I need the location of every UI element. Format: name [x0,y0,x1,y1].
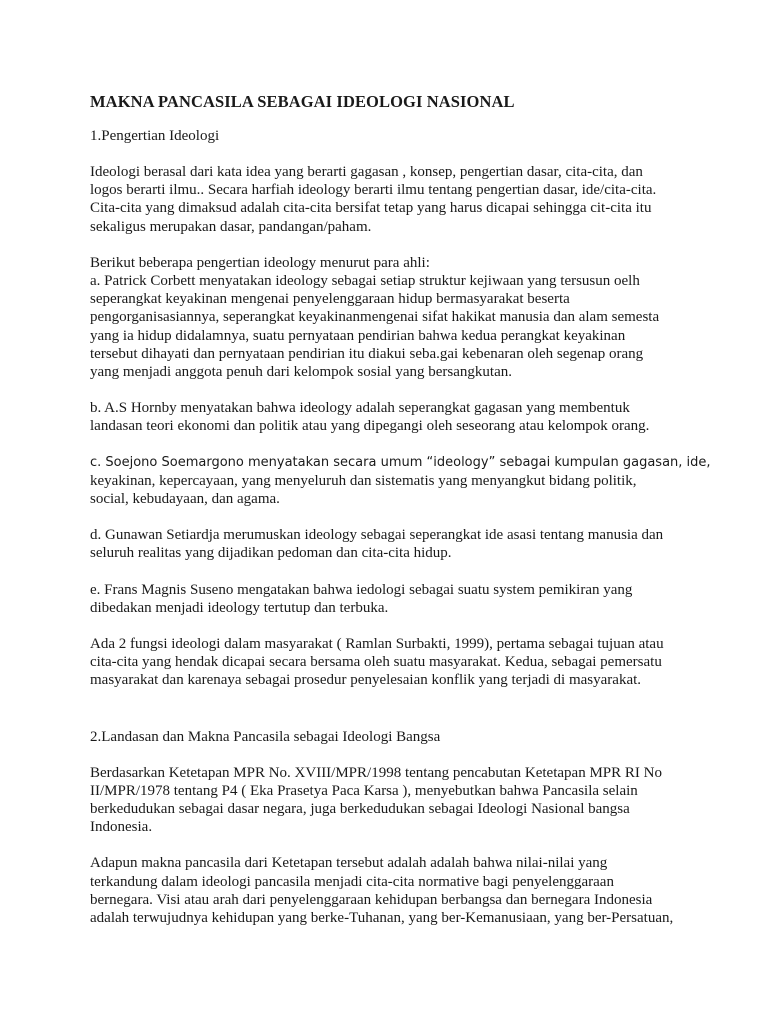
text-line: e. Frans Magnis Suseno mengatakan bahwa iedologi sebagai suatu system pemikiran yang [90,581,633,598]
text-line: Adapun makna pancasila dari Ketetapan tersebut adalah adalah bahwa nilai-nilai yang [90,855,608,872]
text-line: yang menjadi anggota penuh dari kelompok sosial yang bersangkutan. [90,364,512,381]
text-line: seluruh realitas yang dijadikan pedoman dan cita-cita hidup. [90,545,452,562]
text-line: Ideologi berasal dari kata idea yang berarti gagasan , konsep, pengertian dasar, cita-cita, dan [90,164,643,180]
text-line: adalah terwujudnya kehidupan yang berke-Tuhanan, yang ber-Kemanusiaan, yang ber-Persatuan, [90,910,674,927]
text-line: social, kebudayaan, dan agama. [90,491,280,508]
paragraph-expert-d [90,526,728,562]
paragraph-expert-a [90,254,728,381]
paragraph-expert-b [90,399,728,435]
text-line-sans: c. Soejono Soemargono menyatakan secara umum “ideology” sebagai kumpulan gagasan, ide, [90,454,711,470]
text-line: keyakinan, kepercayaan, yang menyeluruh dan sistematis yang menyangkut bidang politik, [90,472,637,489]
text-line: terkandung dalam ideologi pancasila menjadi cita-cita normative bagi penyelenggaraan [90,873,614,890]
text-line: II/MPR/1978 tentang P4 ( Eka Prasetya Paca Karsa ), menyebutkan bahwa Pancasila selain [90,782,638,799]
text-line: sekaligus merupakan dasar, pandangan/paham. [90,218,372,235]
text-line: bernegara. Visi atau arah dari penyelenggaraan kehidupan berbangsa dan bernegara Indonesia [90,891,653,908]
text-line: tersebut dihayati dan pernyataan pendirian itu diakui seba.gai kebenaran oleh segenap orang [90,345,644,362]
paragraph-meaning [90,854,728,927]
text-line: dibedakan menjadi ideology tertutup dan terbuka. [90,599,389,616]
text-line: Cita-cita yang dimaksud adalah cita-cita bersifat tetap yang harus dicapai sehingga cit-cita itu [90,200,652,217]
text-line: yang ia hidup didalamnya, suatu pernyataan pendirian bahwa kedua perangkat keyakinan [90,327,626,344]
text-line: logos berarti ilmu.. Secara harfiah ideology berarti ilmu tentang pengertian dasar, ide/cita-cita. [90,182,657,199]
paragraph-mpr-decree [90,764,728,837]
text-line: Berikut beberapa pengertian ideology menurut para ahli: [90,254,430,271]
text-line: a. Patrick Corbett menyatakan ideology sebagai setiap struktur kejiwaan yang tersusun oelh [90,273,640,290]
section-heading-1: 1.Pengertian Ideologi [90,128,220,144]
text-line: landasan teori ekonomi dan politik atau yang dipegangi oleh seseorang atau kelompok orang. [90,418,650,435]
text-line: cita-cita yang hendak dicapai secara bersama oleh suatu masyarakat. Kedua, sebagai pemersatu [90,654,662,671]
paragraph-definition [90,163,728,236]
document-title: MAKNA PANCASILA SEBAGAI IDEOLOGI NASIONAL [90,92,515,111]
text-line: Ada 2 fungsi ideologi dalam masyarakat ( Ramlan Surbakti, 1999), pertama sebagai tujuan atau [90,636,664,653]
text-line: berkedudukan sebagai dasar negara, juga berkedudukan sebagai Ideologi Nasional bangsa [90,801,630,818]
text-line: seperangkat keyakinan mengenai penyelenggaraan hidup bermasyarakat beserta [90,291,570,308]
text-line: Berdasarkan Ketetapan MPR No. XVIII/MPR/1998 tentang pencabutan Ketetapan MPR RI No [90,764,662,781]
paragraph-expert-e [90,581,728,617]
text-line: b. A.S Hornby menyatakan bahwa ideology adalah seperangkat gagasan yang membentuk [90,400,630,417]
section-heading-2: 2.Landasan dan Makna Pancasila sebagai Ideologi Bangsa [90,728,441,745]
text-line: Indonesia. [90,819,153,836]
paragraph-functions [90,635,728,690]
text-line: pengorganisasiannya, seperangkat keyakinanmengenai sifat hakikat manusia dan alam semesta [90,309,660,326]
text-line: masyarakat dan karenaya sebagai prosedur penyelesaian konflik yang terjadi di masyarakat. [90,672,642,689]
paragraph-expert-c [90,454,728,509]
text-line: d. Gunawan Setiardja merumuskan ideology sebagai seperangkat ide asasi tentang manusia dan [90,527,664,544]
